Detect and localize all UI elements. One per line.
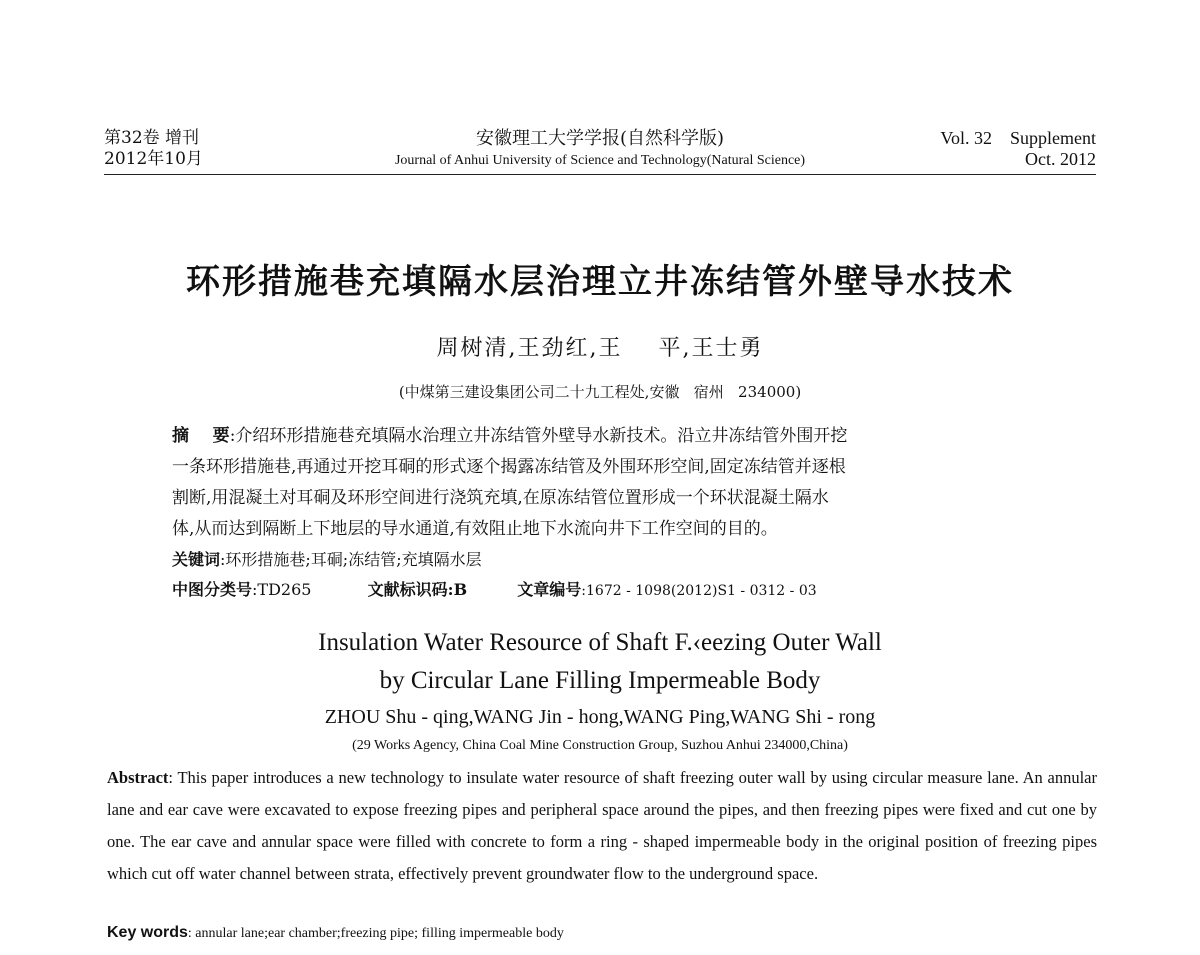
- doc-code-label: 文献标识码: [367, 580, 448, 599]
- abstract-cn-line-3: 割断,用混凝土对耳硐及环形空间进行浇筑充填,在原冻结管位置形成一个环状混凝土隔水: [172, 488, 829, 508]
- keywords-en-text: : annular lane;ear chamber;freezing pipe; filling impermeable body: [187, 926, 564, 941]
- title-en-line-2: by Circular Lane Filling Impermeable Body: [379, 667, 821, 694]
- header-date-en: Oct. 2012: [1025, 149, 1096, 169]
- keywords-en: [107, 924, 564, 942]
- authors-cn: 周树清,王劲红,王 平,王士勇: [436, 336, 764, 361]
- keywords-cn-text: :环形措施巷;耳硐;冻结管;充填隔水层: [220, 550, 482, 569]
- header-date-cn: 2012年10月: [104, 149, 203, 169]
- abstract-cn-line-2: 一条环形措施巷,再通过开挖耳硐的形式逐个揭露冻结管及外围环形空间,固定冻结管并逐根: [172, 457, 846, 477]
- affiliation-en: (29 Works Agency, China Coal Mine Construction Group, Suzhou Anhui 234000,China): [352, 738, 848, 753]
- header-volume-en: Vol. 32 Supplement: [940, 128, 1096, 148]
- title-en-line-1: Insulation Water Resource of Shaft F.‹eezing Outer Wall: [318, 629, 882, 656]
- abstract-cn-label: 摘 要: [172, 426, 230, 446]
- keywords-en-label: Key words: [107, 924, 188, 941]
- clc-value: :TD265: [252, 580, 312, 599]
- keywords-cn: [172, 550, 1032, 570]
- classification-line: [172, 580, 1032, 601]
- header-journal-en: Journal of Anhui University of Science and Technology(Natural Science): [394, 153, 806, 168]
- title-cn: 环形措施巷充填隔水层治理立井冻结管外壁导水技术: [186, 262, 1014, 302]
- abstract-cn-line-4: 体,从而达到隔断上下地层的导水通道,有效阻止地下水流向井下工作空间的目的。: [172, 519, 778, 539]
- header-journal-cn: 安徽理工大学学报(自然科学版): [475, 128, 725, 149]
- clc-label: 中图分类号: [172, 580, 253, 599]
- header-rule: [104, 174, 1096, 175]
- article-no-label: 文章编号: [517, 580, 582, 599]
- abstract-cn-text-1: :介绍环形措施巷充填隔水治理立井冻结管外壁导水新技术。沿立井冻结管外围开挖: [229, 426, 848, 446]
- doc-code-value: :B: [447, 580, 468, 599]
- authors-en: ZHOU Shu - qing,WANG Jin - hong,WANG Ping,WANG Shi - rong: [324, 706, 876, 728]
- article-no-value: :1672 - 1098(2012)S1 - 0312 - 03: [581, 583, 817, 599]
- abstract-en: [107, 762, 1097, 890]
- header-volume-cn: 第32卷 增刊: [104, 128, 200, 148]
- abstract-en-label: Abstract: [107, 768, 169, 787]
- affiliation-cn: (中煤第三建设集团公司二十九工程处,安徽 宿州 234000): [398, 383, 802, 401]
- abstract-en-text: : This paper introduces a new technology to insulate water resource of shaft freezing outer wall by using circular measure lane. An annular lane and ear cave were excavated to expose freezing pipes and peripheral space around the pipes, and then freezing pipes were fixed and cut one by one. The ear cave and annular space were filled with concrete to form a ring - shaped impermeable body in the original position of freezing pipes which cut off water channel between strata, effectively prevent groundwater flow to the underground space.: [107, 768, 1097, 883]
- abstract-cn-line-1: [172, 426, 1032, 446]
- keywords-cn-label: 关键词: [172, 550, 221, 569]
